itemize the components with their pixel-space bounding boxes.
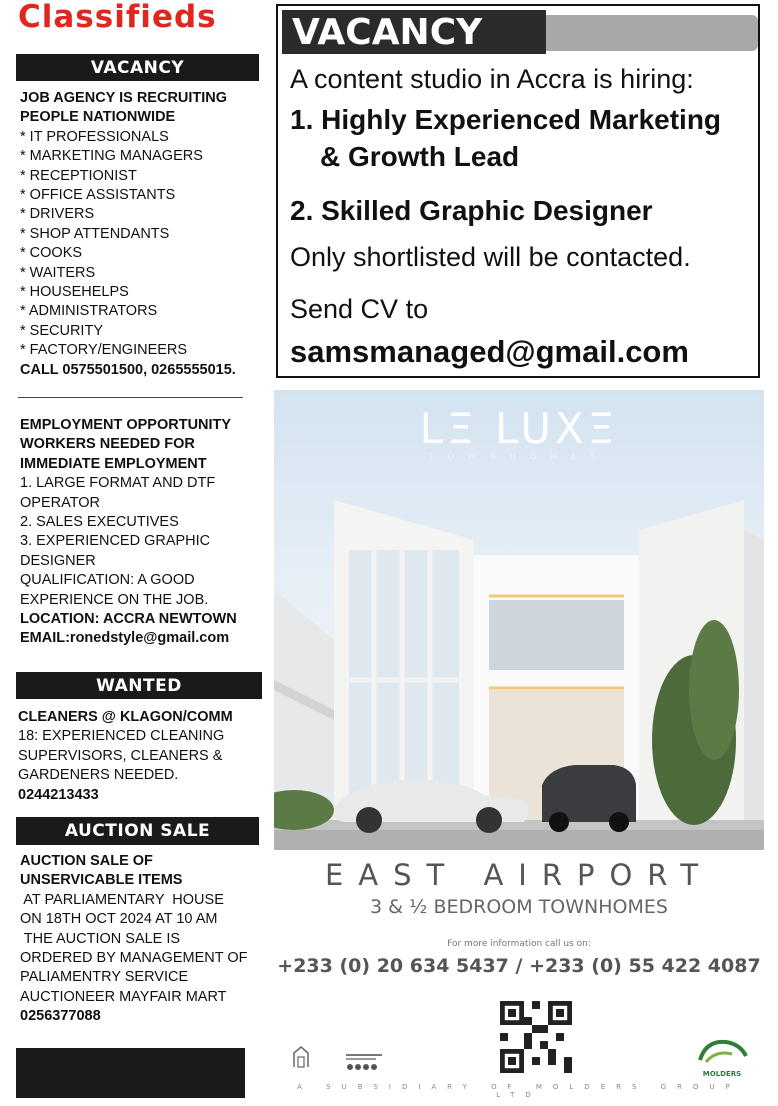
auction-header: AUCTION SALE — [16, 817, 259, 845]
auction-heading-1: AUCTION SALE OF — [20, 853, 153, 869]
auction-heading-2: UNSERVICABLE ITEMS — [20, 872, 183, 889]
wanted-heading: CLEANERS @ KLAGON/COMM — [18, 709, 233, 725]
partner-logo-label: MOLDERS — [702, 1070, 742, 1078]
list-item: 18: EXPERIENCED CLEANING — [18, 728, 225, 745]
list-item: 3. EXPERIENCED GRAPHIC — [20, 533, 211, 550]
list-item: * FACTORY/ENGINEERS — [20, 342, 188, 359]
job-agency-ad — [20, 89, 236, 380]
list-item: EXPERIENCE ON THE JOB. — [20, 591, 209, 608]
list-item: ORDERED BY MANAGEMENT OF — [20, 950, 248, 967]
ad-phones: +233 (0) 20 634 5437 / +233 (0) 55 422 4087 — [277, 955, 761, 977]
list-item: QUALIFICATION: A GOOD — [20, 572, 195, 589]
list-item: * SHOP ATTENDANTS — [20, 225, 170, 242]
list-item: * SECURITY — [20, 322, 103, 339]
ad-product: 3 & ½ BEDROOM TOWNHOMES — [370, 896, 668, 918]
employment-heading-1: EMPLOYMENT OPPORTUNITY — [20, 417, 232, 433]
list-item: AUCTIONEER MAYFAIR MART — [20, 988, 227, 1005]
auction-phone: 0256377088 — [20, 1008, 101, 1025]
vacancy-header: VACANCY — [16, 54, 259, 81]
house-logo-icon — [292, 1045, 310, 1069]
auction-ad — [20, 852, 247, 1027]
list-item: * IT PROFESSIONALS — [20, 128, 169, 145]
list-item: SUPERVISORS, CLEANERS & — [18, 747, 223, 764]
le-luxe-logo: LΞ LUXΞ — [419, 404, 619, 453]
employment-ad — [20, 416, 237, 649]
wanted-ad — [18, 708, 233, 805]
list-item: THE AUCTION SALE IS — [20, 930, 181, 947]
list-item: * OFFICE ASSISTANTS — [20, 187, 176, 204]
divider — [18, 397, 243, 398]
list-item: * COOKS — [20, 245, 83, 262]
employment-heading-3: IMMEDIATE EMPLOYMENT — [20, 455, 207, 472]
list-item: * ADMINISTRATORS — [20, 303, 158, 320]
employment-email: EMAIL:ronedstyle@gmail.com — [20, 630, 230, 647]
list-item: OPERATOR — [20, 494, 101, 511]
vacancy-role-2: 2. Skilled Graphic Designer — [290, 195, 653, 226]
list-item: 1. LARGE FORMAT AND DTF — [20, 475, 216, 492]
list-item: ON 18TH OCT 2024 AT 10 AM — [20, 911, 218, 928]
vacancy-box — [276, 4, 760, 378]
vacancy-intro: A content studio in Accra is hiring: — [290, 64, 694, 94]
le-luxe-logo-subtitle: TOWNHOMES — [428, 452, 610, 461]
qr-code-icon — [500, 1001, 572, 1073]
townhome-photo — [274, 390, 764, 850]
ad-footer: A SUBSIDIARY OF MOLDERS GROUP LTD — [297, 1083, 741, 1098]
vacancy-send: Send CV to — [290, 294, 429, 324]
employment-heading-2: WORKERS NEEDED FOR — [20, 436, 195, 453]
vacancy-box-title: VACANCY — [282, 10, 546, 54]
masthead: Classifieds — [18, 0, 217, 35]
list-item: DESIGNER — [20, 552, 96, 569]
ad-location: EAST AIRPORT — [324, 858, 714, 892]
job-agency-heading-1: JOB AGENCY IS RECRUITING — [20, 90, 228, 106]
vacancy-email: samsmanaged@gmail.com — [290, 334, 689, 369]
title-bar-extension — [546, 15, 758, 51]
list-item: * WAITERS — [20, 264, 96, 281]
list-item: * HOUSEHELPS — [20, 284, 129, 301]
employment-location: LOCATION: ACCRA NEWTOWN — [20, 611, 237, 628]
le-luxe-advert — [274, 390, 764, 1098]
job-agency-heading-2: PEOPLE NATIONWIDE — [20, 109, 176, 126]
vacancy-role-1b: & Growth Lead — [320, 141, 520, 172]
list-item: * DRIVERS — [20, 206, 95, 223]
wanted-phone: 0244213433 — [18, 786, 99, 803]
molders-logo-icon — [696, 1036, 750, 1070]
list-item: 2. SALES EXECUTIVES — [20, 514, 179, 531]
list-item: AT PARLIAMENTARY HOUSE — [20, 891, 224, 908]
wanted-header: WANTED — [16, 672, 262, 699]
black-block — [16, 1048, 245, 1098]
list-item: * RECEPTIONIST — [20, 167, 137, 184]
list-item: PALIAMENTRY SERVICE — [20, 969, 189, 986]
ad-info-label: For more information call us on: — [447, 939, 591, 949]
vacancy-note: Only shortlisted will be contacted. — [290, 242, 691, 272]
job-agency-call: CALL 0575501500, 0265555015. — [20, 361, 236, 378]
list-item: * MARKETING MANAGERS — [20, 148, 203, 165]
vacancy-role-1a: 1. Highly Experienced Marketing — [290, 104, 722, 135]
molders-group-logo-icon — [346, 1052, 410, 1072]
list-item: GARDENERS NEEDED. — [18, 767, 179, 784]
